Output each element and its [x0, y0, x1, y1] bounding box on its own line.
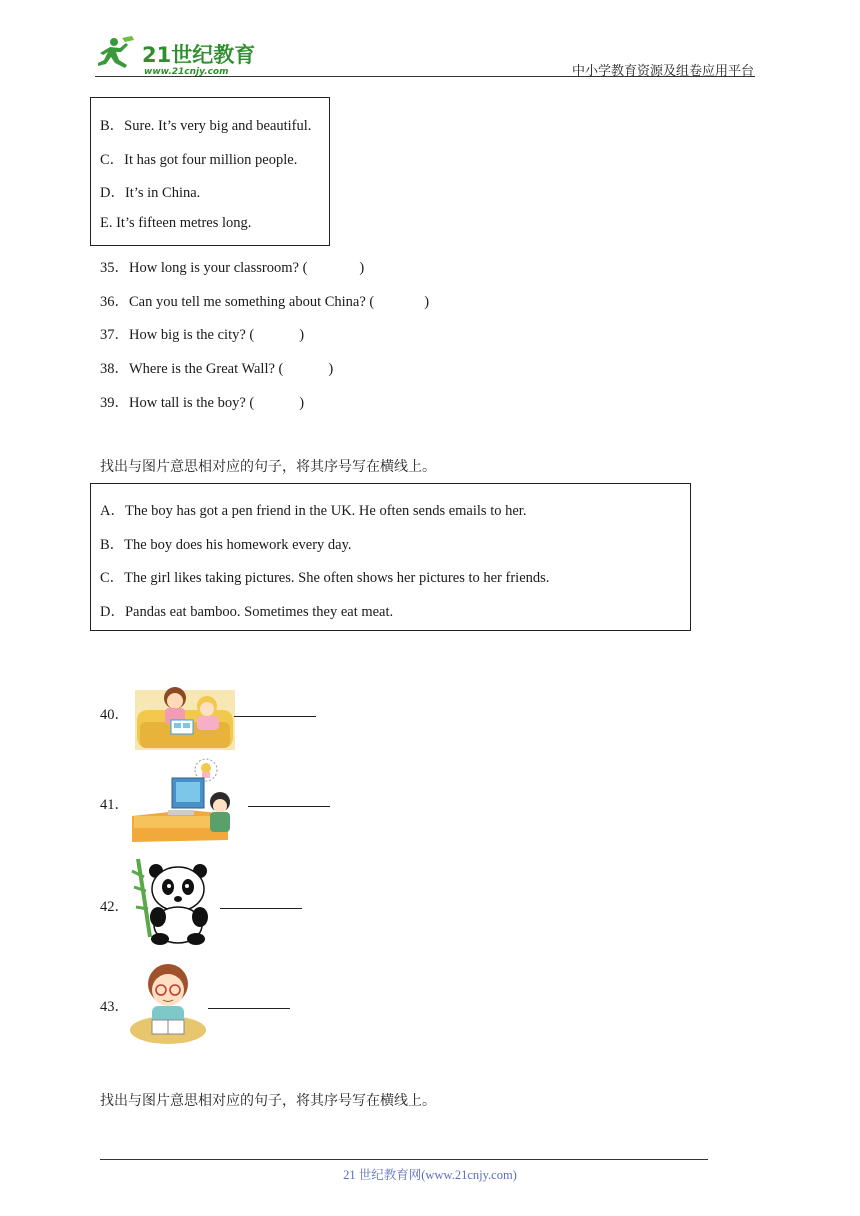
logo-subtext: www.21cnjy.com [144, 67, 229, 77]
question-35 [100, 256, 364, 277]
answer-line-42[interactable] [220, 908, 302, 909]
question-35-close: ) [359, 260, 365, 276]
question-36-text: 36．Can you tell me something about China? ( [100, 294, 375, 310]
option-d-2: D．Pandas eat bamboo. Sometimes they eat meat. [100, 604, 394, 620]
question-39 [100, 391, 304, 412]
question-35-text: 35．How long is your classroom? ( [100, 260, 308, 276]
logo-text: 21世纪教育 [142, 43, 256, 67]
question-38-text: 38．Where is the Great Wall? ( [100, 361, 284, 377]
question-39-close: ) [299, 395, 305, 411]
option-b: B．Sure. It’s very big and beautiful. [100, 118, 312, 134]
question-43-number: 43． [100, 999, 129, 1015]
header-divider [95, 76, 755, 77]
option-c: C．It has got four million people. [100, 152, 298, 168]
question-40-number: 40． [100, 707, 129, 723]
question-38-close: ) [328, 361, 334, 377]
question-37-close: ) [299, 327, 305, 343]
answer-line-40[interactable] [234, 716, 316, 717]
question-36 [100, 290, 429, 311]
panda-eating-bamboo-picture [130, 857, 212, 945]
option-a-2: A．The boy has got a pen friend in the UK. He often sends emails to her. [100, 503, 527, 519]
question-37-text: 37．How big is the city? ( [100, 327, 255, 343]
instruction-text-2: 找出与图片意思相对应的句子，将其序号写在横线上。 [100, 1093, 436, 1109]
footer-divider [100, 1159, 708, 1160]
question-41-number: 41． [100, 797, 129, 813]
answer-line-43[interactable] [208, 1008, 290, 1009]
question-37 [100, 323, 304, 344]
site-logo [92, 34, 262, 80]
instruction-text-1: 找出与图片意思相对应的句子，将其序号写在横线上。 [100, 459, 436, 475]
question-42-number: 42． [100, 899, 129, 915]
option-b-2: B．The boy does his homework every day. [100, 537, 352, 553]
answer-line-41[interactable] [248, 806, 330, 807]
boy-at-computer-picture [128, 756, 240, 844]
header-platform-name: 中小学教育资源及组卷应用平台 [571, 64, 754, 79]
boy-doing-homework-picture [128, 960, 208, 1046]
option-e: E. It’s fifteen metres long. [100, 215, 252, 231]
question-36-close: ) [424, 294, 430, 310]
question-38 [100, 357, 333, 378]
option-c-2: C．The girl likes taking pictures. She often shows her pictures to her friends. [100, 570, 550, 586]
question-39-text: 39．How tall is the boy? ( [100, 395, 255, 411]
footer-site-link[interactable]: 21 世纪教育网(www.21cnjy.com) [343, 1168, 517, 1182]
girls-looking-at-photos-picture [135, 680, 235, 750]
option-d: D．It’s in China. [100, 185, 201, 201]
